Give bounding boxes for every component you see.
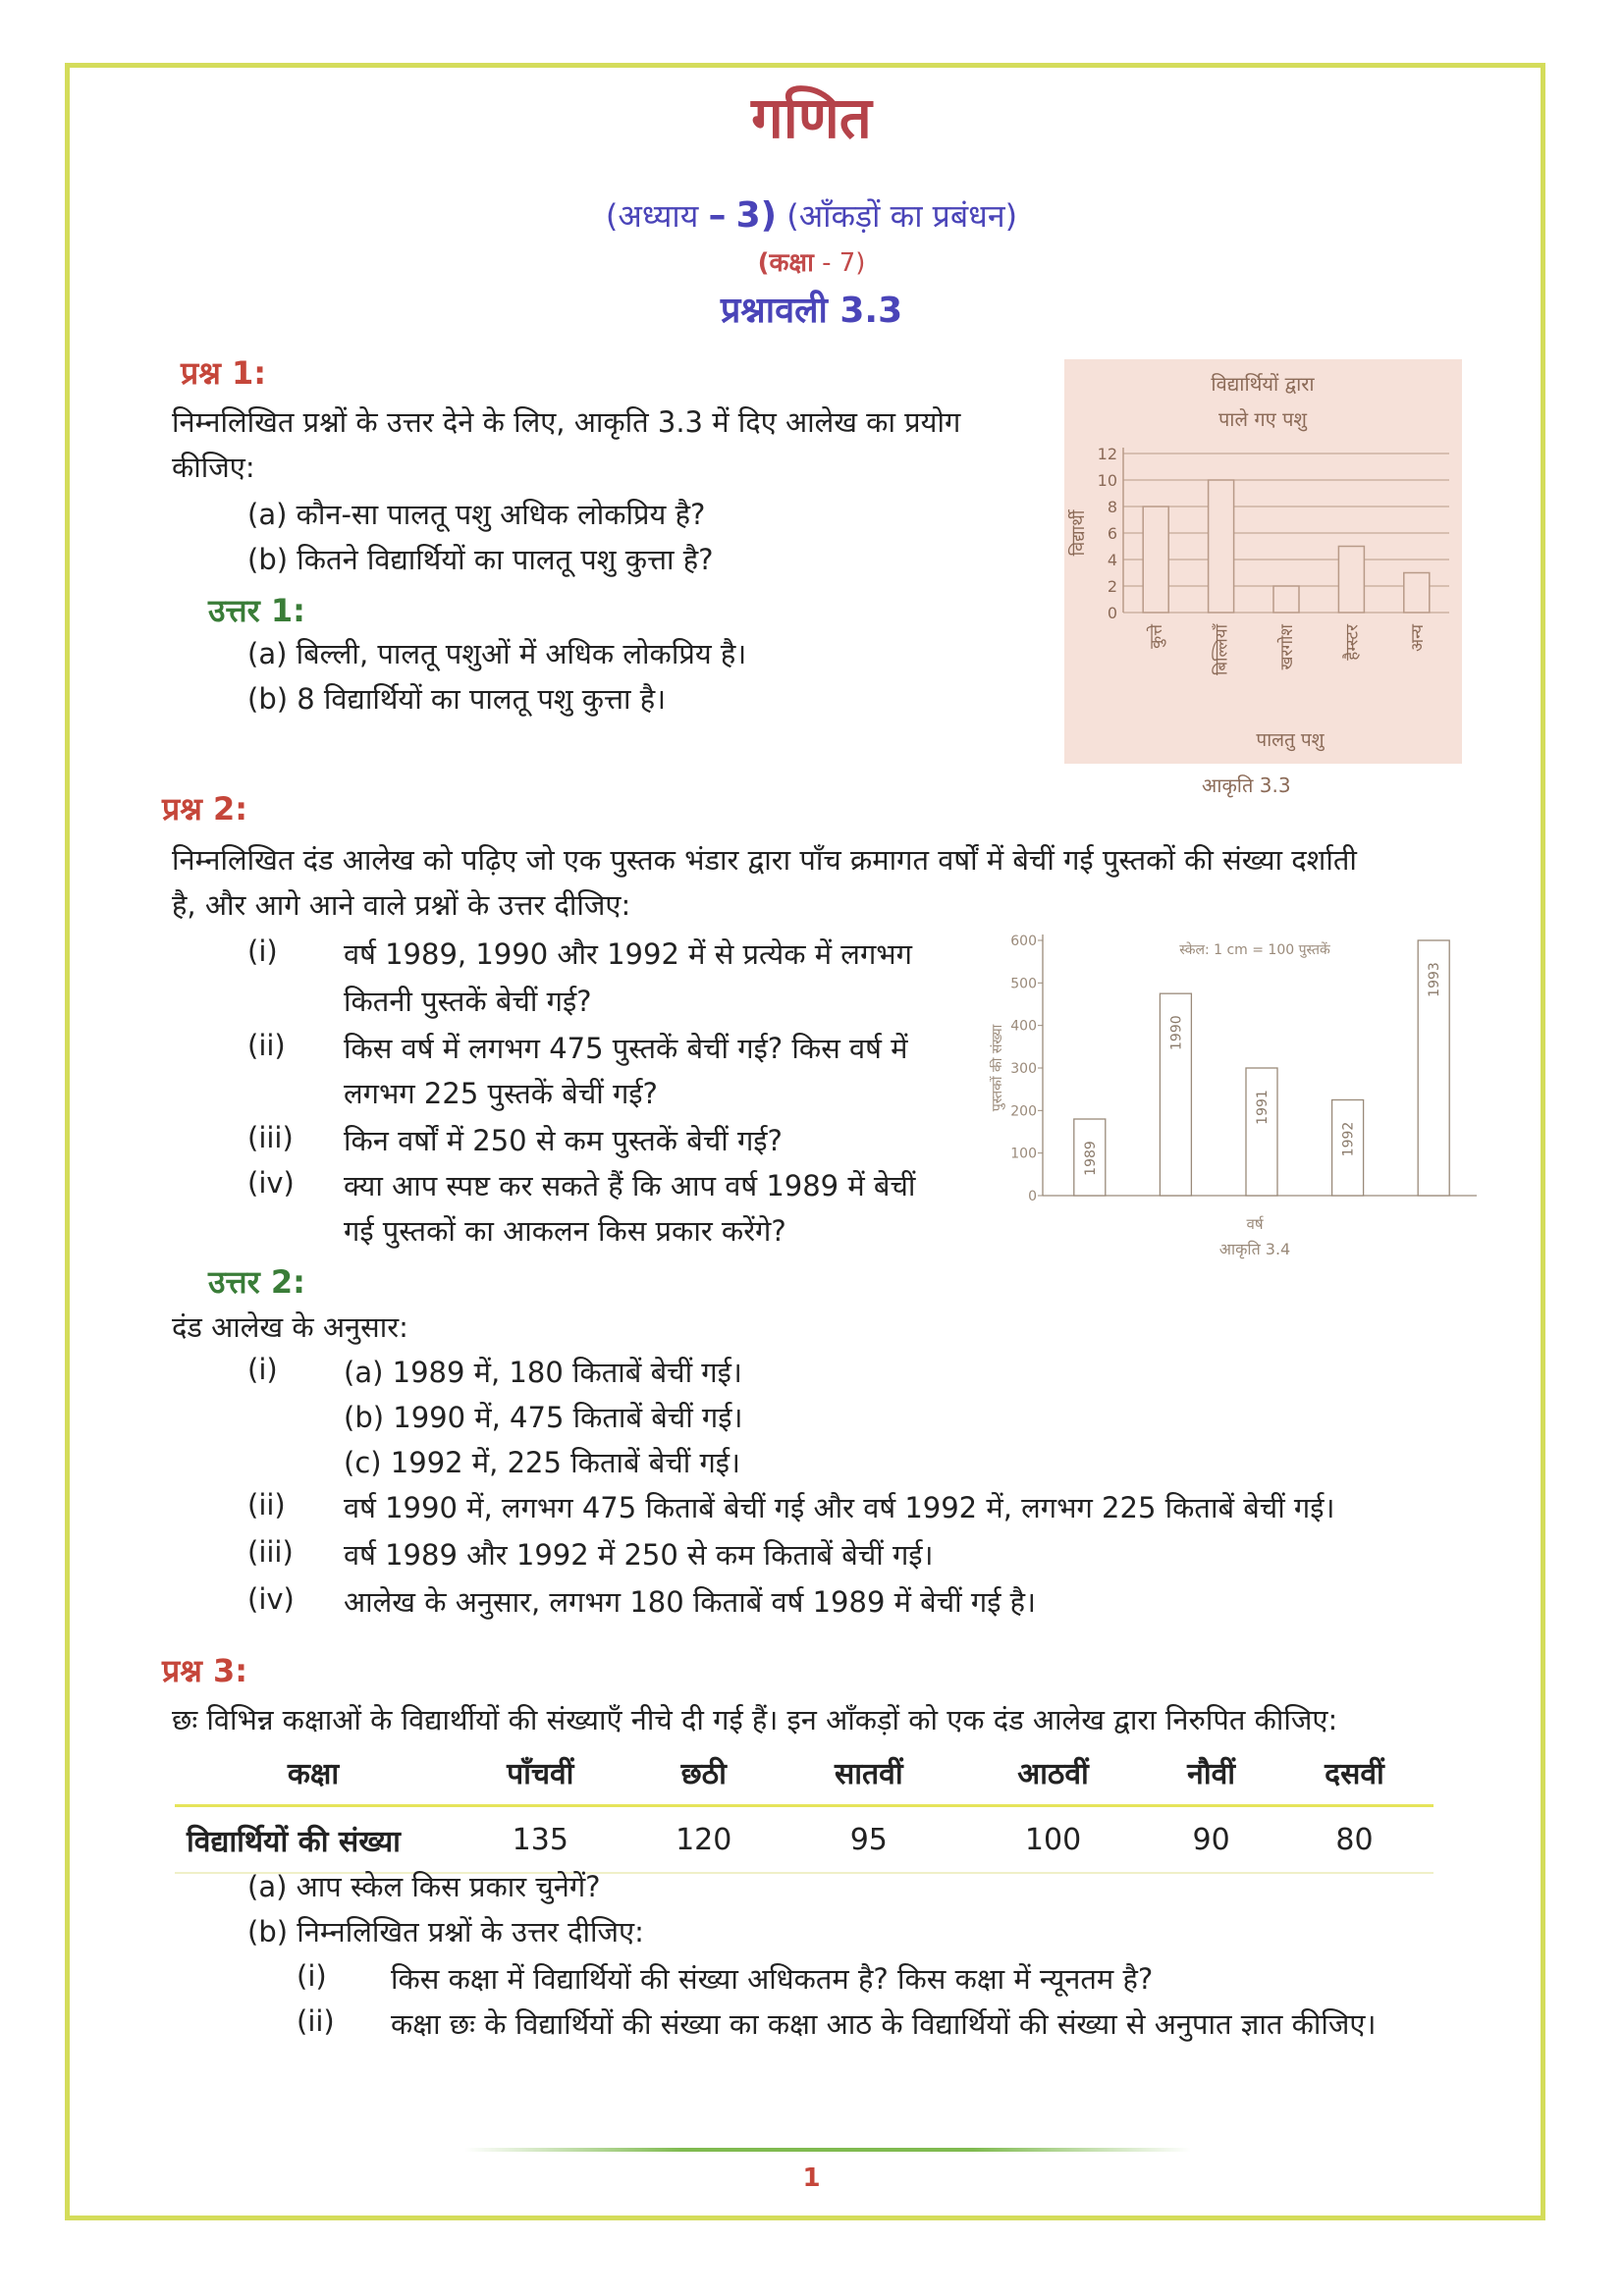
books-chart-panel	[990, 929, 1483, 1268]
q2-intro-line2: है, और आगे आने वाले प्रश्नों के उत्तर दीजिए:	[172, 888, 631, 922]
chapter-number: 3)	[735, 195, 778, 236]
x-tick-label: कुत्ते	[1147, 624, 1167, 649]
class-label: (कक्षा	[757, 248, 814, 278]
table-cell: 90	[1147, 1806, 1275, 1874]
q2-part-num: (iv)	[247, 1166, 295, 1200]
table-header-row	[175, 1739, 1434, 1806]
q2-answer-num: (i)	[247, 1353, 278, 1386]
bar	[1273, 586, 1299, 613]
chapter-open: (अध्याय	[605, 197, 699, 235]
q2-answer-i-a: (a) 1989 में, 180 किताबें बेचीं गई।	[344, 1356, 742, 1389]
bar-label: 1991	[1255, 1090, 1271, 1125]
q1-intro-line2: कीजिए:	[172, 451, 255, 484]
q3-sub-i: किस कक्षा में विद्यार्थियों की संख्या अधिकतम है? किस कक्षा में न्यूनतम है?	[391, 1962, 1154, 1996]
q2-part-line: किस वर्ष में लगभग 475 पुस्तकें बेचीं गई? किस वर्ष में	[344, 1032, 908, 1065]
q2-answer-iv: आलेख के अनुसार, लगभग 180 किताबें वर्ष 1989 में बेचीं गई है।	[344, 1585, 1037, 1619]
y-tick-label: 8	[1107, 498, 1117, 516]
table-cell: 100	[959, 1806, 1147, 1874]
y-tick-label: 100	[1010, 1146, 1037, 1162]
class-line	[0, 243, 1623, 279]
x-tick-label: खरगोश	[1277, 624, 1297, 670]
bar	[1404, 573, 1430, 614]
q2-answer-i-c: (c) 1992 में, 225 किताबें बेचीं गई।	[344, 1446, 741, 1479]
table-cell: 135	[452, 1806, 629, 1874]
q3-sub-num: (i)	[297, 1959, 327, 1993]
chapter-dash: –	[708, 195, 727, 236]
q2-part-line: किन वर्षों में 250 से कम पुस्तकें बेचीं गई?	[344, 1124, 783, 1157]
q2-answer-i-b: (b) 1990 में, 475 किताबें बेचीं गई।	[344, 1401, 743, 1434]
table-header-cell: सातवीं	[779, 1739, 959, 1806]
page-title: गणित	[751, 84, 872, 151]
books-bar-chart	[990, 929, 1483, 1268]
y-tick-label: 400	[1010, 1018, 1037, 1035]
table-header-cell: आठवीं	[959, 1739, 1147, 1806]
y-tick-label: 10	[1097, 471, 1117, 490]
page-number: 1	[802, 2163, 821, 2193]
footer-separator	[464, 2148, 1191, 2152]
figure-caption: आकृति 3.4	[1218, 1240, 1291, 1258]
q3-heading: प्रश्न 3:	[162, 1652, 248, 1689]
q2-part-line: कितनी पुस्तकें बेचीं गई?	[344, 985, 592, 1018]
y-tick-label: 0	[1107, 604, 1117, 622]
q1-part-b: (b) कितने विद्यार्थियों का पालतू पशु कुत्ता है?	[247, 543, 714, 576]
q3-sub-num: (ii)	[297, 2004, 335, 2038]
q3-intro: छः विभिन्न कक्षाओं के विद्यार्थीयों की संख्याएँ नीचे दी गई हैं। इन आँकड़ों को एक दंड आलेख द्वारा निरुपित कीजिए:	[172, 1703, 1338, 1736]
q1-heading: प्रश्न 1:	[181, 354, 267, 392]
q2-answer-num: (iii)	[247, 1535, 294, 1569]
x-tick-label: बिल्लियाँ	[1212, 624, 1232, 675]
q2-part-num: (iii)	[247, 1121, 294, 1154]
q2-part-num: (i)	[247, 934, 278, 968]
q2-part-line: वर्ष 1989, 1990 और 1992 में से प्रत्येक में लगभग	[344, 937, 912, 971]
y-axis-label: पुस्तकों की संख्या	[990, 1024, 1005, 1112]
chapter-name: (आँकड़ों का प्रबंधन)	[786, 197, 1018, 235]
q2-answer-num: (ii)	[247, 1488, 286, 1522]
q1-answer-b: (b) 8 विद्यार्थियों का पालतू पशु कुत्ता है।	[247, 682, 667, 716]
q2-part-line: लगभग 225 पुस्तकें बेचीं गई?	[344, 1077, 658, 1110]
x-tick-label: हैम्स्टर	[1342, 624, 1363, 661]
pets-bar-chart	[1064, 359, 1462, 764]
scale-note: स्केल: 1 cm = 100 पुस्तकें	[1179, 942, 1330, 958]
y-tick-label: 0	[1028, 1189, 1037, 1204]
q2-part-num: (ii)	[247, 1029, 286, 1062]
q2-answer-num: (iv)	[247, 1582, 295, 1616]
table-header-cell: छठी	[629, 1739, 779, 1806]
q2-part-line: गई पुस्तकों का आकलन किस प्रकार करेंगे?	[344, 1214, 786, 1248]
x-axis-label: पालतु पशु	[1256, 729, 1325, 751]
class-number: - 7)	[822, 248, 866, 278]
bar	[1246, 1068, 1277, 1196]
table-header-cell: दसवीं	[1275, 1739, 1434, 1806]
pets-chart-panel	[1064, 359, 1462, 764]
q1-answer-a: (a) बिल्ली, पालतू पशुओं में अधिक लोकप्रिय है।	[247, 637, 747, 670]
y-tick-label: 6	[1107, 524, 1117, 543]
q3-part-a: (a) आप स्केल किस प्रकार चुनेगें?	[247, 1870, 601, 1903]
q2-answer-iii: वर्ष 1989 और 1992 में 250 से कम किताबें बेचीं गई।	[344, 1538, 934, 1572]
chapter-line	[0, 194, 1623, 237]
q2-part-line: क्या आप स्पष्ट कर सकते हैं कि आप वर्ष 1989 में बेचीं	[344, 1169, 916, 1202]
y-axis-label: विद्यार्थी	[1068, 509, 1089, 557]
exercise-title: प्रश्नावली 3.3	[720, 291, 903, 331]
bar-label: 1993	[1427, 962, 1443, 997]
y-tick-label: 300	[1010, 1061, 1037, 1077]
y-tick-label: 4	[1107, 551, 1117, 569]
q1-part-a: (a) कौन-सा पालतू पशु अधिक लोकप्रिय है?	[247, 498, 706, 531]
table-cell: 120	[629, 1806, 779, 1874]
q1-answer-heading: उत्तर 1:	[208, 592, 305, 629]
q2-answer-intro: दंड आलेख के अनुसार:	[172, 1310, 408, 1344]
bar-label: 1992	[1340, 1121, 1357, 1157]
table-cell: 80	[1275, 1806, 1434, 1874]
q2-heading: प्रश्न 2:	[162, 790, 248, 828]
q2-answer-heading: उत्तर 2:	[208, 1263, 305, 1301]
chart-title: पाले गए पशु	[1217, 407, 1308, 431]
table-header-cell: नौवीं	[1147, 1739, 1275, 1806]
y-tick-label: 500	[1010, 976, 1037, 992]
q2-answer-ii: वर्ष 1990 में, लगभग 475 किताबें बेचीं गई और वर्ष 1992 में, लगभग 225 किताबें बेचीं गई।	[344, 1491, 1335, 1524]
x-axis-label: वर्ष	[1246, 1215, 1264, 1233]
table-row-label: विद्यार्थियों की संख्या	[175, 1806, 452, 1874]
q2-intro-line1: निम्नलिखित दंड आलेख को पढ़िए जो एक पुस्तक भंडार द्वारा पाँच क्रमागत वर्षों में बेचीं गई पुस्तकों की संख्या दर्शाती	[172, 843, 1357, 877]
y-tick-label: 2	[1107, 577, 1117, 596]
table-header-label: कक्षा	[175, 1739, 452, 1806]
table-cell: 95	[779, 1806, 959, 1874]
class-students-table	[175, 1739, 1434, 1874]
table-row	[175, 1806, 1434, 1874]
bar	[1338, 547, 1364, 614]
figure-3-3-caption: आकृति 3.3	[1202, 774, 1291, 797]
y-tick-label: 12	[1097, 445, 1117, 463]
q3-part-b: (b) निम्नलिखित प्रश्नों के उत्तर दीजिए:	[247, 1915, 644, 1949]
chart-title: विद्यार्थियों द्वारा	[1211, 372, 1315, 396]
bar-label: 1990	[1168, 1015, 1185, 1050]
table-header-cell: पाँचवीं	[452, 1739, 629, 1806]
q3-sub-ii: कक्षा छः के विद्यार्थियों की संख्या का कक्षा आठ के विद्यार्थियों की संख्या से अनुपात ज्ञात कीजिए।	[391, 2007, 1377, 2041]
bar	[1143, 507, 1168, 613]
bar	[1209, 480, 1234, 613]
y-tick-label: 200	[1010, 1103, 1037, 1120]
q1-intro-line1: निम्नलिखित प्रश्नों के उत्तर देने के लिए, आकृति 3.3 में दिए आलेख का प्रयोग	[172, 405, 961, 439]
x-tick-label: अन्य	[1407, 624, 1428, 652]
y-tick-label: 600	[1010, 934, 1037, 949]
bar-label: 1989	[1082, 1141, 1099, 1176]
